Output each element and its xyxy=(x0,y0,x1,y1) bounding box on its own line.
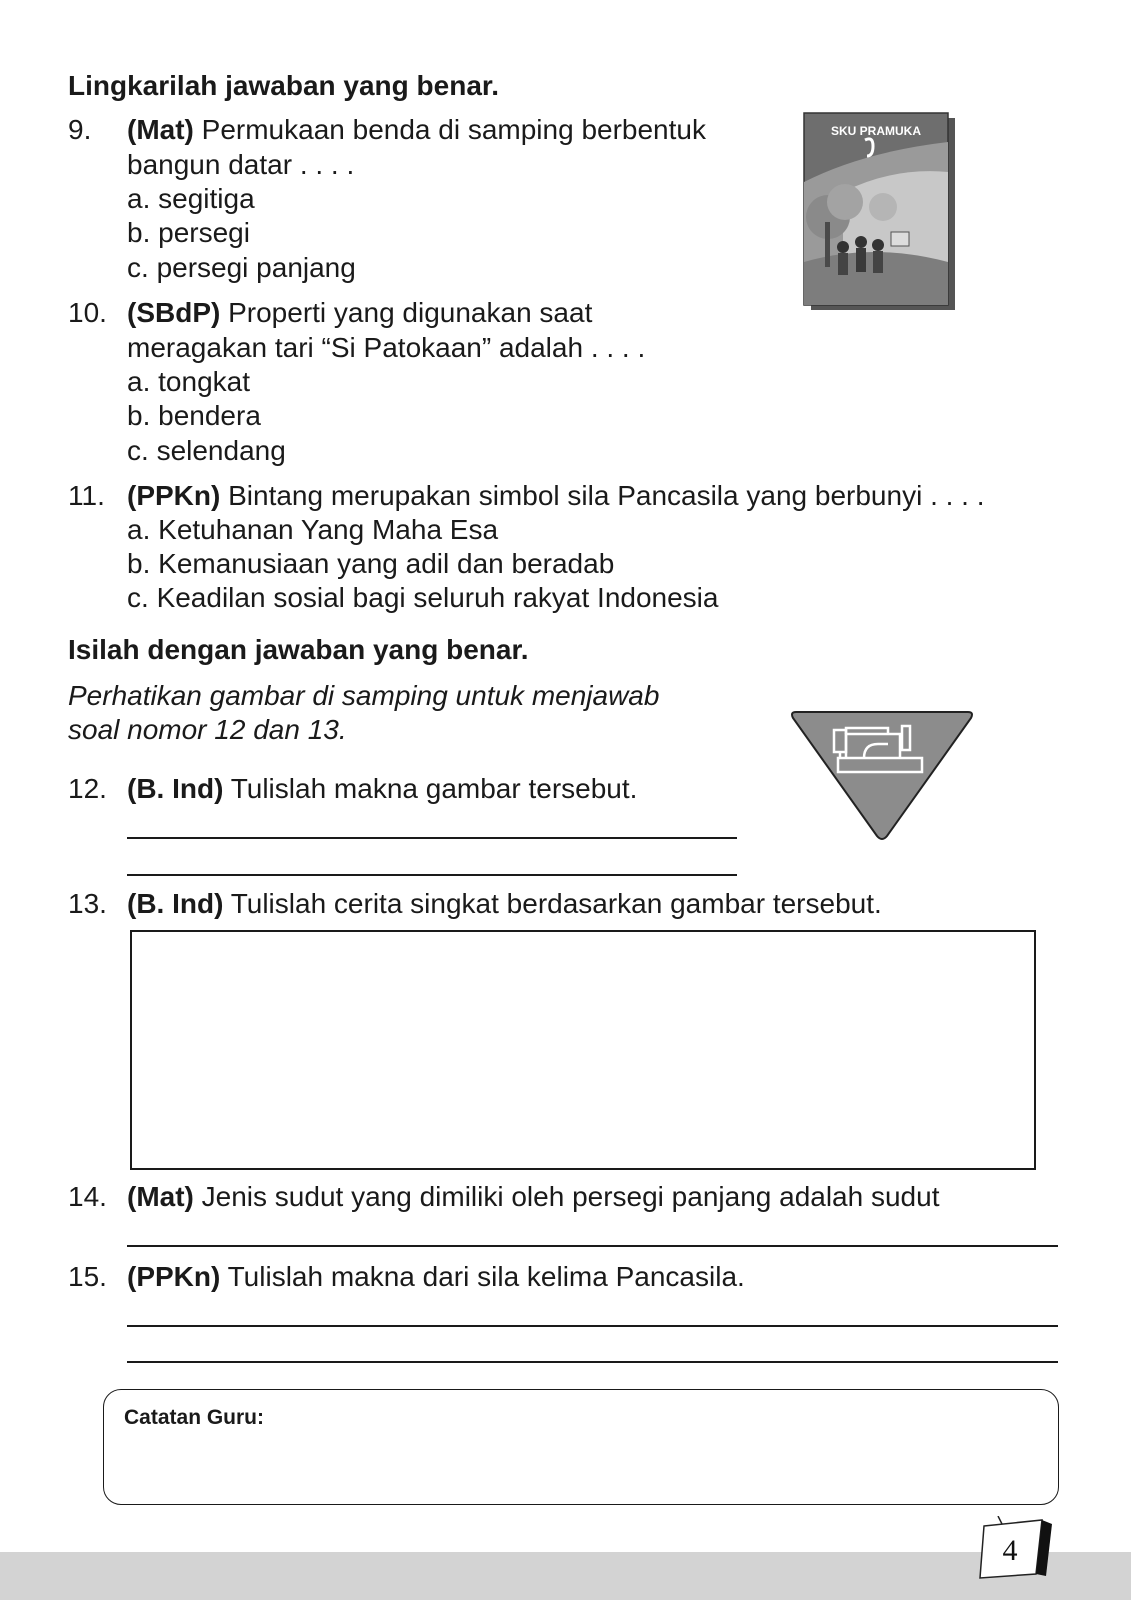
sewing-machine-sign-icon xyxy=(788,706,976,842)
teacher-note-label: Catatan Guru: xyxy=(124,1406,265,1429)
question-9-option-c[interactable] xyxy=(127,251,356,285)
option-letter: b. xyxy=(127,217,151,248)
answer-line-12-2[interactable] xyxy=(127,874,737,876)
option-letter: c. xyxy=(127,252,149,283)
option-text: Kemanusiaan yang adil dan beradab xyxy=(158,548,615,579)
option-text: Keadilan sosial bagi seluruh rakyat Indonesia xyxy=(156,582,719,613)
option-letter: b. xyxy=(127,548,151,579)
question-text: Tulislah makna gambar tersebut. xyxy=(230,773,638,804)
question-number-12: 12. xyxy=(68,773,107,804)
question-number-9: 9. xyxy=(68,114,92,145)
answer-box-13[interactable] xyxy=(130,930,1036,1170)
answer-line-15-2[interactable] xyxy=(127,1361,1058,1363)
subject-tag: (B. Ind) xyxy=(127,888,224,919)
option-text: bendera xyxy=(158,400,261,431)
question-text: Bintang merupakan simbol sila Pancasila yang berbunyi . . . . xyxy=(228,480,985,511)
subject-tag: (PPKn) xyxy=(127,1261,221,1292)
question-10-text-line2: meragakan tari “Si Patokaan” adalah . . . . xyxy=(127,332,646,363)
question-12-text xyxy=(127,772,637,806)
instruction-line1: Perhatikan gambar di samping untuk menjawab xyxy=(68,680,660,711)
option-text: persegi panjang xyxy=(156,252,356,283)
triangle-sign-shape xyxy=(792,712,972,839)
instruction-line2: soal nomor 12 dan 13. xyxy=(68,714,347,745)
question-number-13: 13. xyxy=(68,888,107,919)
option-letter: a. xyxy=(127,514,151,545)
option-text: tongkat xyxy=(158,366,250,397)
option-letter: c. xyxy=(127,435,149,466)
teacher-note-box[interactable] xyxy=(103,1389,1059,1505)
book-cover-illustration xyxy=(803,112,957,312)
subject-tag: (PPKn) xyxy=(127,480,221,511)
subject-tag: (Mat) xyxy=(127,1181,194,1212)
question-10-option-c[interactable] xyxy=(127,434,286,468)
question-15-text xyxy=(127,1260,745,1294)
question-text: Jenis sudut yang dimiliki oleh persegi panjang adalah sudut xyxy=(201,1181,940,1212)
page-number-tab xyxy=(978,1516,1060,1580)
answer-line-14[interactable] xyxy=(127,1245,1058,1247)
question-number-10: 10. xyxy=(68,297,107,328)
question-11-option-c[interactable] xyxy=(127,581,718,615)
option-text: selendang xyxy=(156,435,286,466)
question-9-text-line2: bangun datar . . . . xyxy=(127,149,355,180)
answer-line-15-1[interactable] xyxy=(127,1325,1058,1327)
book-cover-title: SKU PRAMUKA xyxy=(831,124,921,138)
option-text: segitiga xyxy=(158,183,255,214)
subject-tag: (SBdP) xyxy=(127,297,221,328)
question-10-option-b[interactable] xyxy=(127,399,261,433)
option-letter: a. xyxy=(127,366,151,397)
option-text: Ketuhanan Yang Maha Esa xyxy=(158,514,499,545)
question-10-text xyxy=(127,296,592,330)
question-number-11: 11. xyxy=(68,480,105,511)
option-letter: a. xyxy=(127,183,151,214)
section-heading-fill-in: Isilah dengan jawaban yang benar. xyxy=(68,634,529,665)
question-11-option-b[interactable] xyxy=(127,547,614,581)
question-9-option-a[interactable] xyxy=(127,182,255,216)
option-letter: b. xyxy=(127,400,151,431)
subject-tag: (Mat) xyxy=(127,114,194,145)
question-11-text xyxy=(127,479,985,513)
question-number-15: 15. xyxy=(68,1261,107,1292)
option-letter: c. xyxy=(127,582,149,613)
section-heading-multiple-choice: Lingkarilah jawaban yang benar. xyxy=(68,70,500,101)
question-14-text xyxy=(127,1180,939,1214)
subject-tag: (B. Ind) xyxy=(127,773,224,804)
page-number: 4 xyxy=(1002,1534,1018,1567)
question-number-14: 14. xyxy=(68,1181,107,1212)
answer-line-12-1[interactable] xyxy=(127,837,737,839)
question-9-option-b[interactable] xyxy=(127,216,250,250)
footer-band xyxy=(0,1552,1131,1600)
option-text: persegi xyxy=(158,217,250,248)
question-13-text xyxy=(127,887,882,921)
question-11-option-a[interactable] xyxy=(127,513,498,547)
question-text: Permukaan benda di samping berbentuk xyxy=(201,114,706,145)
question-text: Tulislah cerita singkat berdasarkan gambar tersebut. xyxy=(230,888,882,919)
question-9-text xyxy=(127,113,706,147)
question-text: Properti yang digunakan saat xyxy=(228,297,593,328)
question-10-option-a[interactable] xyxy=(127,365,250,399)
question-text: Tulislah makna dari sila kelima Pancasila. xyxy=(227,1261,745,1292)
